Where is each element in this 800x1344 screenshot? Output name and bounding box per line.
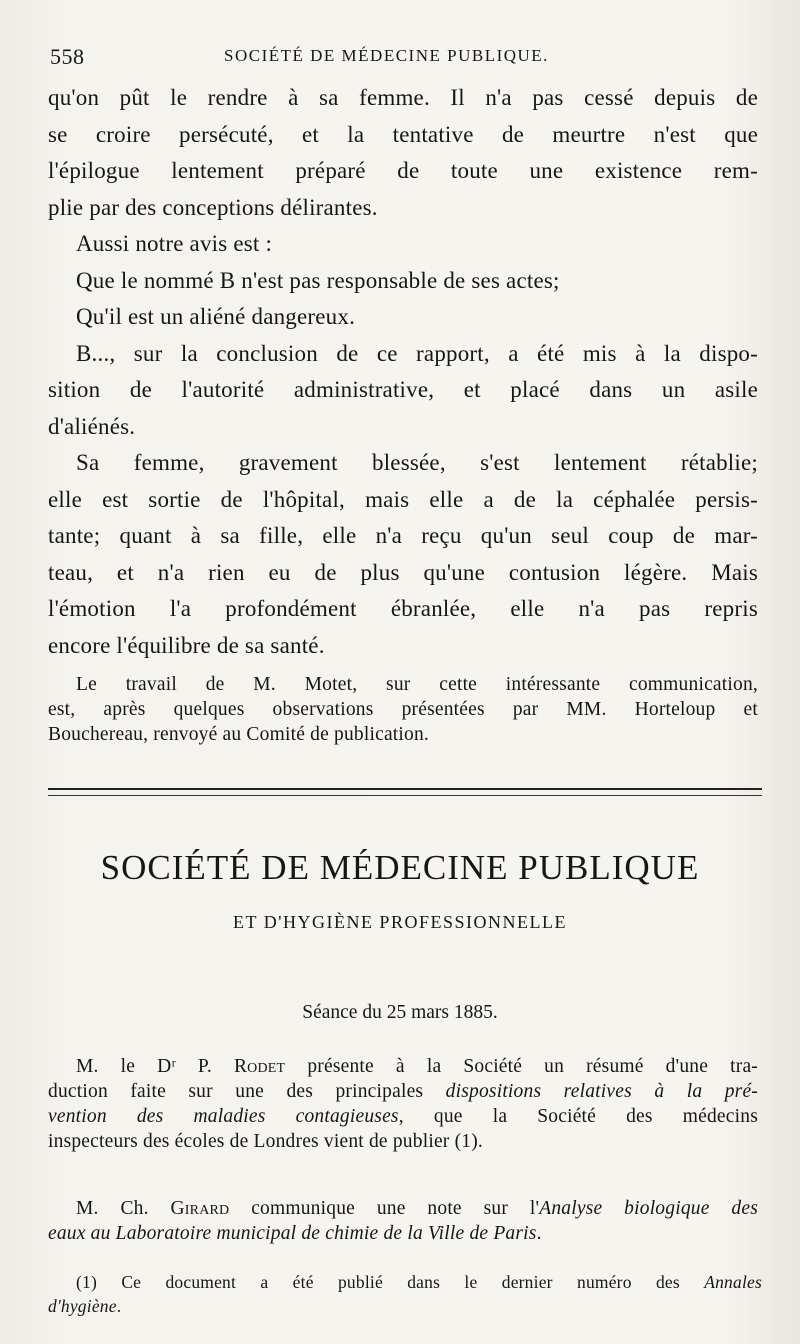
text-line: inspecteurs des écoles de Londres vient de publier (1).: [48, 1131, 483, 1152]
report-text: [48, 80, 758, 664]
text-run: présente à la Société un résumé d'une tra-: [285, 1056, 758, 1077]
text-line: d'aliénés.: [48, 413, 136, 439]
text-line: Qu'il est un aliéné dangereux.: [76, 304, 356, 329]
italic-run: Annales: [704, 1272, 762, 1292]
text-line: sition de l'autorité administrative, et placé dans un asile: [48, 377, 758, 402]
text-line: [48, 1294, 762, 1318]
text-run: , que la Société des médecins: [398, 1106, 758, 1127]
society-subtitle: ET D'HYGIÈNE PROFESSIONNELLE: [233, 912, 567, 932]
italic-run: d'hygiène: [48, 1296, 117, 1316]
page-number: 558: [50, 44, 85, 69]
conclusion-text: [48, 672, 758, 747]
text-line: Que le nommé B n'est pas responsable de ses actes;: [76, 267, 560, 293]
text-run: (1) Ce document a été publié dans le dernier numéro des: [76, 1272, 705, 1292]
text-line: teau, et n'a rien eu de plus qu'une contusion légère. Mais: [48, 559, 758, 585]
text-line: Aussi notre avis est :: [76, 231, 273, 256]
text-line: Sa femme, gravement blessée, s'est lentement rétablie;: [76, 450, 758, 475]
session-date: Séance du 25 mars 1885.: [302, 1002, 498, 1023]
text-line: encore l'équilibre de sa santé.: [48, 632, 325, 658]
text-line: elle est sortie de l'hôpital, mais elle a de la céphalée persis-: [48, 486, 758, 512]
text-run: duction faite sur une des principales: [48, 1081, 446, 1102]
italic-run: eaux au Laboratoire municipal de chimie de la Ville de Paris: [48, 1223, 537, 1244]
text-line: B..., sur la conclusion de ce rapport, a été mis à la dispo-: [76, 340, 758, 366]
text-line: [48, 1270, 762, 1294]
text-line: [48, 1104, 758, 1129]
footnote: [48, 1270, 762, 1318]
text-line: tante; quant à sa fille, elle n'a reçu qu'un seul coup de mar-: [48, 523, 758, 548]
text-line: [48, 1054, 758, 1079]
person-name: Girard: [170, 1198, 230, 1219]
italic-run: vention des maladies contagieuses: [48, 1106, 399, 1127]
running-header: [44, 44, 764, 74]
text-line: [48, 1196, 758, 1221]
text-run: .: [116, 1296, 122, 1316]
society-title: SOCIÉTÉ DE MÉDECINE PUBLIQUE: [100, 848, 700, 887]
text-run: M. Ch.: [76, 1198, 171, 1219]
text-line: qu'on pût le rendre à sa femme. Il n'a pas cessé depuis de: [48, 85, 758, 110]
text-line: [48, 1079, 758, 1104]
text-line: se croire persécuté, et la tentative de meurtre n'est que: [48, 121, 758, 147]
text-line: Bouchereau, renvoyé au Comité de publication.: [48, 724, 430, 745]
text-line: [48, 1221, 758, 1246]
text-line: l'épilogue lentement préparé de toute une existence rem-: [48, 158, 758, 183]
italic-run: Analyse biologique des: [539, 1198, 759, 1219]
minutes-paragraph-1: [48, 1054, 758, 1154]
text-run: communique une note sur l': [229, 1198, 540, 1219]
text-run: M. le Dʳ P.: [76, 1056, 234, 1077]
section-rule-bottom: [48, 795, 762, 796]
text-line: est, après quelques observations présentées par MM. Horteloup et: [48, 699, 758, 720]
italic-run: dispositions relatives à la pré-: [445, 1081, 758, 1102]
text-run: .: [536, 1223, 542, 1244]
section-rule-top: [48, 788, 762, 790]
person-name: Rodet: [233, 1056, 286, 1077]
text-line: plie par des conceptions délirantes.: [48, 194, 378, 220]
text-line: l'émotion l'a profondément ébranlée, elle n'a pas repris: [48, 596, 758, 621]
text-line: Le travail de M. Motet, sur cette intéressante communication,: [76, 674, 758, 695]
running-title: SOCIÉTÉ DE MÉDECINE PUBLIQUE.: [224, 46, 549, 65]
minutes-paragraph-2: [48, 1196, 758, 1246]
